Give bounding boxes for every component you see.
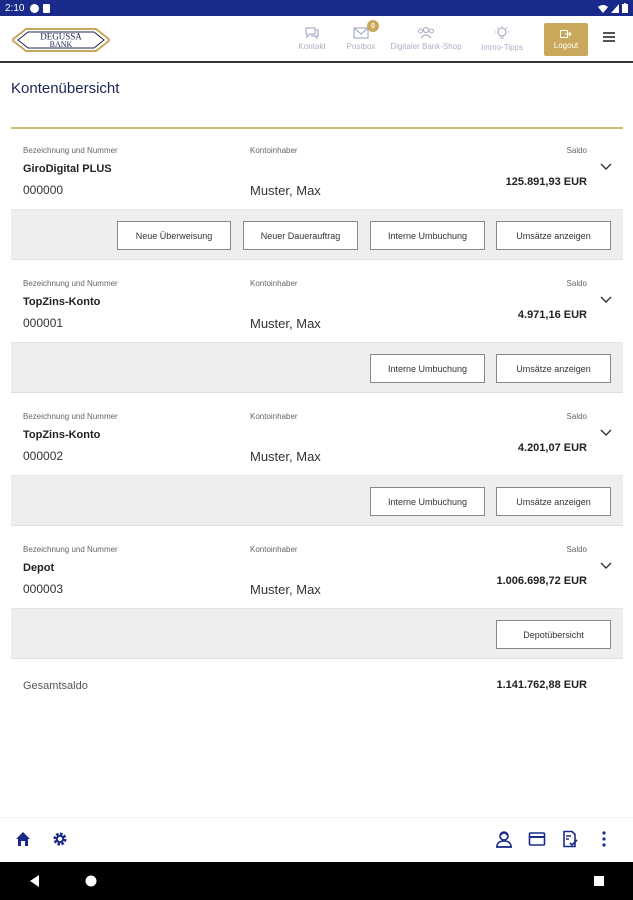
label-inhaber: Kontoinhaber — [250, 146, 298, 155]
account-holder: Muster, Max — [250, 316, 321, 331]
account-number: 000002 — [23, 449, 64, 463]
label-bezeichnung: Bezeichnung und Nummer — [23, 545, 118, 554]
lightbulb-icon — [494, 26, 510, 40]
storage-icon — [43, 4, 50, 13]
label-bezeichnung: Bezeichnung und Nummer — [23, 146, 118, 155]
nav-kontakt-label: Kontakt — [298, 42, 326, 51]
depot-overview-button[interactable]: Depotübersicht — [496, 620, 611, 649]
postbox-badge: 0 — [367, 20, 379, 32]
degussa-bank-logo[interactable] — [12, 26, 110, 54]
hamburger-menu-icon[interactable] — [603, 30, 617, 44]
label-saldo: Saldo — [566, 279, 587, 288]
settings-icon[interactable] — [51, 830, 69, 848]
account-summary[interactable] — [11, 539, 623, 609]
account-actions — [11, 210, 623, 260]
account-summary[interactable] — [11, 273, 623, 343]
nav-postbox-label: Postbox — [346, 41, 376, 51]
account-holder: Muster, Max — [250, 582, 321, 597]
logo-line1: DEGUSSA — [40, 31, 82, 42]
internal-transfer-button[interactable]: Interne Umbuchung — [370, 487, 485, 516]
internal-transfer-button[interactable]: Interne Umbuchung — [370, 354, 485, 383]
signal-icon — [611, 4, 619, 13]
title-divider — [11, 127, 623, 129]
logout-label: Logout — [553, 40, 579, 50]
android-nav-bar — [0, 862, 633, 900]
account-number: 000000 — [23, 183, 64, 197]
account-balance: 4.201,07 EUR — [517, 442, 587, 454]
nav-postbox[interactable] — [341, 16, 381, 61]
people-icon — [417, 26, 435, 39]
total-balance-row — [11, 672, 623, 700]
app-header — [0, 16, 633, 63]
logout-button[interactable] — [544, 23, 588, 56]
logout-icon — [560, 30, 572, 38]
home-circle-icon[interactable] — [84, 874, 98, 888]
show-transactions-button[interactable]: Umsätze anzeigen — [496, 221, 611, 250]
account-actions — [11, 343, 623, 393]
label-saldo: Saldo — [566, 146, 587, 155]
account-balance: 125.891,93 EUR — [505, 176, 587, 188]
card-icon[interactable] — [528, 830, 546, 848]
bottom-toolbar — [0, 817, 633, 862]
account-name: TopZins-Konto — [23, 296, 101, 308]
chevron-down-icon[interactable] — [599, 428, 613, 438]
logo-line2: BANK — [49, 40, 73, 49]
home-icon[interactable] — [14, 830, 32, 848]
total-value: 1.141.762,88 EUR — [496, 679, 587, 691]
page-title: Kontenübersicht — [11, 80, 120, 97]
chevron-down-icon[interactable] — [599, 561, 613, 571]
label-bezeichnung: Bezeichnung und Nummer — [23, 412, 118, 421]
label-inhaber: Kontoinhaber — [250, 545, 298, 554]
document-check-icon[interactable] — [561, 830, 579, 848]
battery-icon — [622, 3, 628, 13]
label-bezeichnung: Bezeichnung und Nummer — [23, 279, 118, 288]
advisor-icon[interactable] — [494, 830, 514, 848]
account-summary[interactable] — [11, 406, 623, 476]
nav-immo-label: Immo-Tipps — [481, 42, 523, 52]
notification-icon — [30, 4, 39, 13]
nav-immo-tipps[interactable] — [477, 16, 527, 61]
show-transactions-button[interactable]: Umsätze anzeigen — [496, 487, 611, 516]
account-card — [11, 539, 623, 659]
account-number: 000003 — [23, 582, 64, 596]
new-standing-order-button[interactable]: Neuer Dauerauftrag — [243, 221, 358, 250]
label-saldo: Saldo — [566, 545, 587, 554]
label-saldo: Saldo — [566, 412, 587, 421]
account-name: TopZins-Konto — [23, 429, 101, 441]
account-holder: Muster, Max — [250, 183, 321, 198]
account-card — [11, 140, 623, 260]
label-inhaber: Kontoinhaber — [250, 412, 298, 421]
account-holder: Muster, Max — [250, 449, 321, 464]
account-name: Depot — [23, 562, 55, 574]
wifi-icon — [598, 4, 608, 13]
total-label: Gesamtsaldo — [23, 680, 88, 692]
new-transfer-button[interactable]: Neue Überweisung — [117, 221, 231, 250]
chevron-down-icon[interactable] — [599, 162, 613, 172]
account-actions — [11, 476, 623, 526]
nav-shop-label: Digitaler Bank-Shop — [390, 42, 462, 51]
more-vertical-icon[interactable] — [597, 830, 611, 848]
nav-bank-shop[interactable] — [387, 16, 465, 61]
back-icon[interactable] — [28, 874, 40, 888]
nav-kontakt[interactable] — [296, 16, 328, 61]
account-actions — [11, 609, 623, 659]
recents-icon[interactable] — [593, 874, 605, 888]
account-balance: 1.006.698,72 EUR — [496, 575, 587, 587]
status-bar — [0, 0, 633, 16]
account-card — [11, 273, 623, 393]
label-inhaber: Kontoinhaber — [250, 279, 298, 288]
show-transactions-button[interactable]: Umsätze anzeigen — [496, 354, 611, 383]
account-card — [11, 406, 623, 526]
account-balance: 4.971,16 EUR — [517, 309, 587, 321]
account-number: 000001 — [23, 316, 64, 330]
status-time: 2:10 — [5, 2, 25, 14]
chat-icon — [304, 26, 320, 39]
account-name: GiroDigital PLUS — [23, 163, 112, 175]
chevron-down-icon[interactable] — [599, 295, 613, 305]
internal-transfer-button[interactable]: Interne Umbuchung — [370, 221, 485, 250]
account-summary[interactable] — [11, 140, 623, 210]
